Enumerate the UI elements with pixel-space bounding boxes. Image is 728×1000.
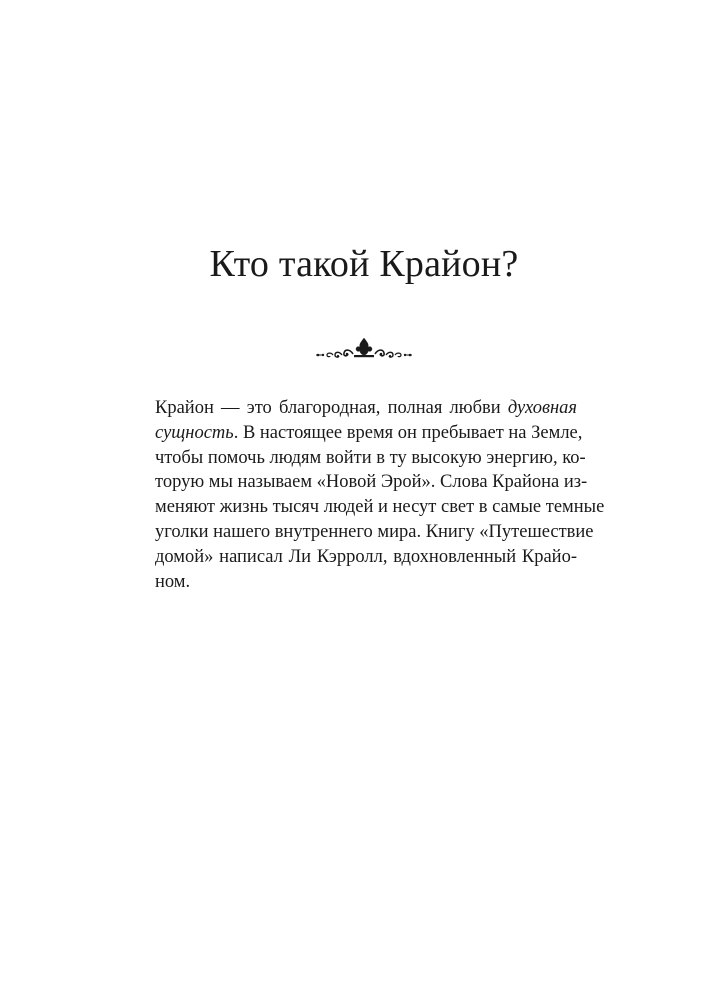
paragraph-line: чтобы помочь людям войти в ту высокую энергию, ко- bbox=[155, 447, 586, 468]
paragraph-line: домой» написал Ли Кэрролл, вдохновленный Крайо- bbox=[155, 546, 577, 567]
paragraph-line: Крайон — это благородная, полная любви духовная bbox=[155, 398, 577, 418]
paragraph-line: сущность. В настоящее время он пребывает на Земле, bbox=[155, 422, 583, 443]
italic-text: сущность bbox=[155, 422, 234, 443]
paragraph-line: ном. bbox=[155, 571, 191, 592]
paragraph-line: уголки нашего внутреннего мира. Книгу «Путешествие bbox=[155, 521, 594, 542]
paragraph-line: торую мы называем «Новой Эрой». Слова Крайона из- bbox=[155, 472, 588, 493]
page-title: Кто такой Крайон? bbox=[209, 243, 519, 285]
body-paragraph bbox=[155, 396, 605, 594]
ornamental-divider-icon bbox=[314, 336, 414, 362]
paragraph-line: меняют жизнь тысяч людей и несут свет в самые темные bbox=[155, 497, 605, 518]
italic-text: духовная bbox=[507, 398, 577, 418]
